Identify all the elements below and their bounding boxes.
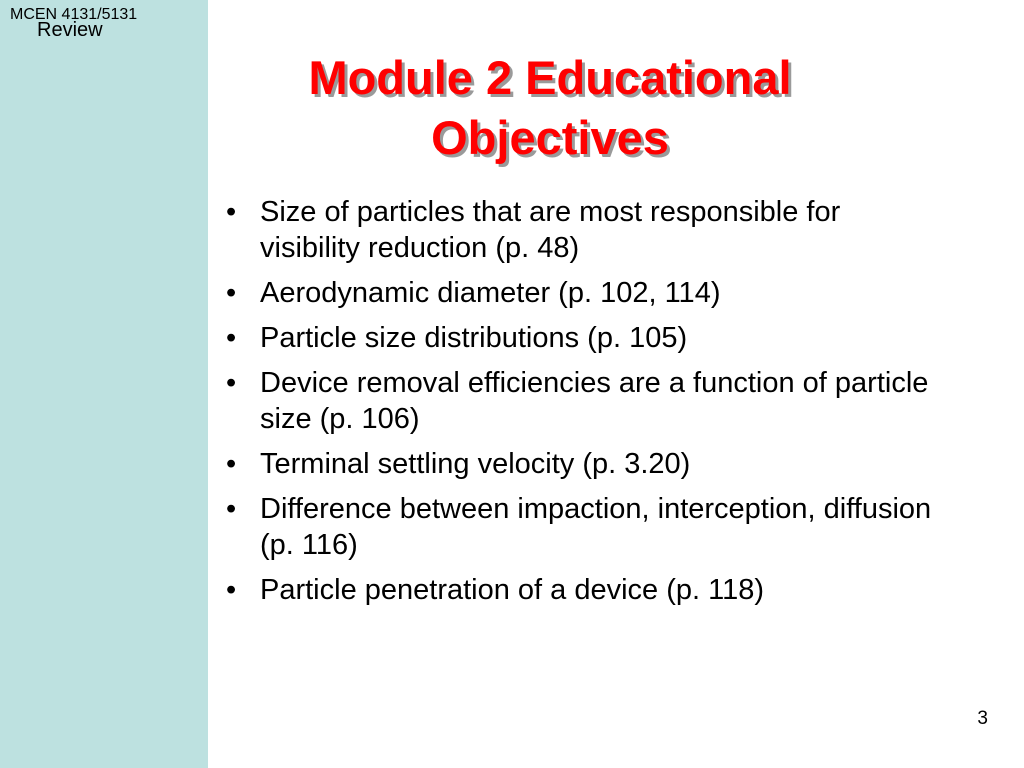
objective-text: Particle penetration of a device (p. 118) — [260, 574, 765, 606]
slide-title-line-1: Module 2 Educational — [308, 51, 792, 104]
objective-item — [226, 491, 946, 563]
objective-item — [226, 320, 946, 356]
objective-text: Particle size distributions (p. 105) — [260, 322, 688, 354]
objective-text: Terminal settling velocity (p. 3.20) — [260, 448, 691, 480]
objective-text: Size of particles that are most responsible for visibility reduction (p. 48) — [260, 196, 841, 264]
objective-text: Difference between impaction, interception, diffusion (p. 116) — [260, 493, 932, 561]
objective-item — [226, 572, 946, 608]
objective-item — [226, 365, 946, 437]
objective-item — [226, 446, 946, 482]
bullet-icon: • — [226, 322, 237, 354]
objectives-list — [226, 194, 946, 617]
objective-item — [226, 275, 946, 311]
course-subtitle: Review — [37, 19, 103, 41]
bullet-icon: • — [226, 277, 237, 309]
slide-title-line-2: Objectives — [431, 111, 669, 164]
slide-title — [220, 48, 880, 168]
objective-item — [226, 194, 946, 266]
page-number: 3 — [977, 708, 988, 729]
bullet-icon: • — [226, 574, 237, 606]
bullet-icon: • — [226, 448, 237, 480]
bullet-icon: • — [226, 493, 237, 525]
bullet-icon: • — [226, 367, 237, 399]
objective-text: Device removal efficiencies are a function of particle size (p. 106) — [260, 367, 929, 435]
bullet-icon: • — [226, 196, 237, 228]
objective-text: Aerodynamic diameter (p. 102, 114) — [260, 277, 721, 309]
course-code: MCEN 4131/5131 — [10, 6, 138, 23]
sidebar-panel — [0, 0, 208, 768]
